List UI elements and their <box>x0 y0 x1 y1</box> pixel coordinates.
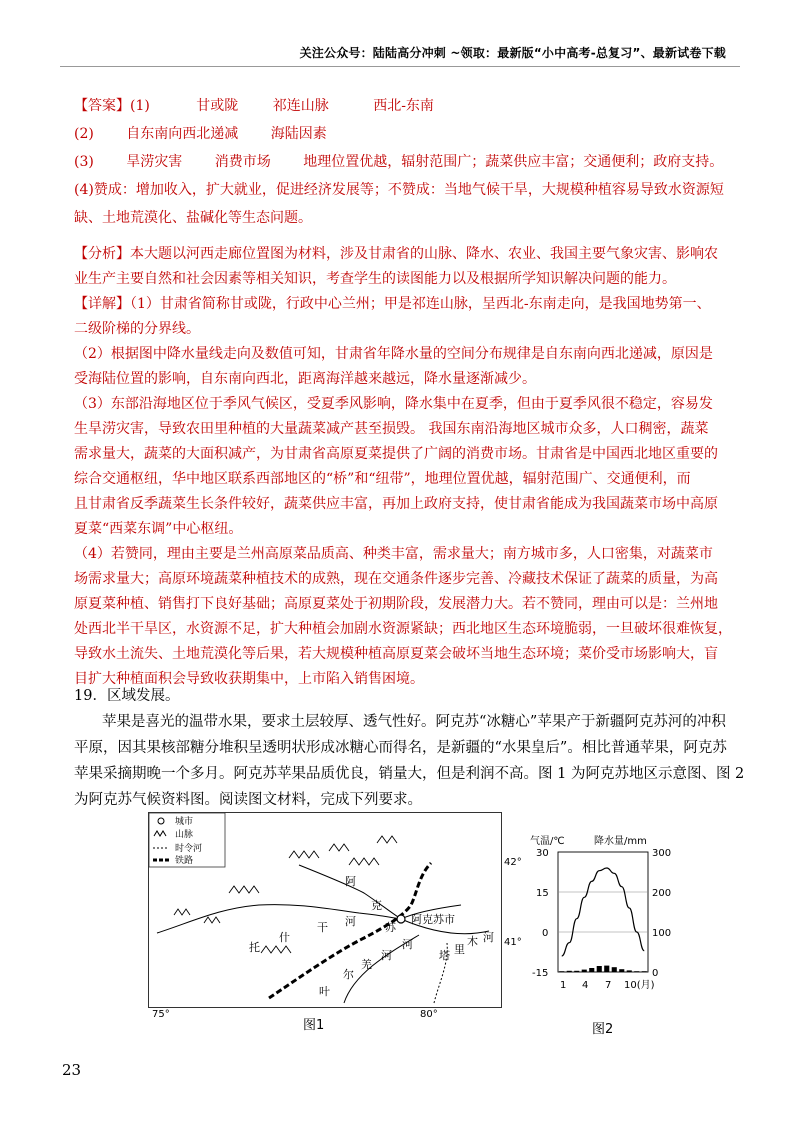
x-tick: 10(月) <box>624 980 655 991</box>
precipitation-bar <box>589 968 594 972</box>
latitude-41-label: 41° <box>504 937 522 948</box>
figure-1-caption: 图1 <box>303 1018 325 1033</box>
river-label: 苏 <box>385 921 396 934</box>
answer-line-4: (4)赞成：增加收入，扩大就业，促进经济发展等；不赞成：当地气候干旱，大规模种植容易导致水资源短 <box>74 182 724 198</box>
analysis-line: （4）若赞同，理由主要是兰州高原菜品质高、种类丰富，需求量大；南方城市多，人口密集，对蔬菜市 <box>74 546 713 562</box>
precipitation-bar <box>634 971 639 972</box>
answer-2-label: (2) <box>74 126 94 142</box>
river-label: 阿 <box>345 875 356 888</box>
river-label: 尔 <box>343 968 354 981</box>
legend-seasonal-river-label: 时令河 <box>175 844 203 854</box>
river-label: 河 <box>483 931 494 944</box>
left-tick: -15 <box>532 968 549 979</box>
right-tick: 100 <box>652 928 672 939</box>
river-label: 叶 <box>319 985 330 998</box>
right-tick: 0 <box>652 968 659 979</box>
precipitation-bar <box>597 966 602 972</box>
precipitation-bar <box>627 970 632 972</box>
question-para-line: 平原，因其果核部糖分堆积呈透明状形成冰糖心而得名，是新疆的“水果皇后”。相比普通苹果，阿克苏 <box>74 740 727 756</box>
x-tick: 7 <box>605 980 612 991</box>
river-label: 塔 <box>439 949 450 962</box>
analysis-line: 目扩大种植面积会导致收获期集中，上市陷入销售困境。 <box>74 671 424 687</box>
analysis-line: 夏菜“西菜东调”中心枢纽。 <box>74 521 243 537</box>
answer-block <box>74 94 744 230</box>
answer-1b: 祁连山脉 <box>272 98 329 114</box>
analysis-block <box>74 242 744 692</box>
left-tick: 30 <box>536 848 549 859</box>
analysis-line: 综合交通枢纽，华中地区联系西部地区的“桥”和“纽带”，地理位置优越，辐射范围广、交通便利，而 <box>74 471 691 487</box>
precipitation-bar <box>612 967 617 972</box>
river-label: 木 <box>467 935 478 948</box>
tuoshigan-river <box>157 905 401 933</box>
analysis-line: （2）根据图中降水量线走向及数值可知，甘肃省年降水量的空间分布规律是自东南向西北递减，原因是 <box>74 346 713 362</box>
answer-2a: 自东南向西北递减 <box>126 126 239 142</box>
precipitation-bar <box>559 971 564 972</box>
river-label: 里 <box>454 943 465 956</box>
answer-1a: 甘或陇 <box>196 98 239 114</box>
legend-mountain-label: 山脉 <box>175 830 194 840</box>
right-tick: 200 <box>652 888 672 899</box>
header-divider <box>60 66 740 67</box>
answer-3a: 旱涝灾害 <box>126 154 183 170</box>
precipitation-bar <box>642 971 647 972</box>
precipitation-bar <box>604 966 609 972</box>
figure-2-climate-chart <box>528 832 678 1012</box>
temperature-axis-title: 气温/℃ <box>530 836 565 847</box>
analysis-line: 原夏菜种植、销售打下良好基础；高原夏菜处于初期阶段，发展潜力大。若不赞同，理由可以是：兰州地 <box>74 596 718 612</box>
latitude-42-label: 42° <box>504 857 522 868</box>
precipitation-bar <box>574 971 579 972</box>
answer-2b: 海陆因素 <box>270 126 327 142</box>
legend-railway-label: 铁路 <box>175 856 194 866</box>
river-label: 羌 <box>361 958 372 971</box>
precipitation-bar <box>567 971 572 972</box>
akesu-city-marker <box>397 915 405 923</box>
answer-line-1 <box>74 94 744 118</box>
akesu-river <box>299 865 401 919</box>
figure-2-caption: 图2 <box>592 1022 614 1037</box>
temperature-line <box>562 868 645 956</box>
legend-city-label: 城市 <box>175 817 194 827</box>
analysis-line: 需求量大，蔬菜的大面积减产，为甘肃省高原夏菜提供了广阔的消费市场。甘肃省是中国西北地区重要的 <box>74 446 718 462</box>
lon-75-label: 75° <box>152 1009 170 1020</box>
page-header: 关注公众号：陆陆高分冲刺 ~领取：最新版“小中高考-总复习”、最新试卷下载 <box>299 46 726 60</box>
river-label: 河 <box>381 949 392 962</box>
river-label: 什 <box>279 931 290 944</box>
analysis-line: 受海陆位置的影响，自东南向西北，距离海洋越来越远，降水量逐渐减少。 <box>74 371 536 387</box>
analysis-line: 处西北半干旱区，水资源不足，扩大种植会加剧水资源紧缺；西北地区生态环境脆弱，一旦破坏很难恢复， <box>74 621 732 637</box>
precipitation-bar <box>582 970 587 972</box>
analysis-line: 且甘肃省反季蔬菜生长条件较好，蔬菜供应丰富，再加上政府支持，使甘肃省能成为我国蔬菜市场中高原 <box>74 496 718 512</box>
river-label: 河 <box>345 915 356 928</box>
climate-svg <box>528 832 678 1012</box>
river-label: 河 <box>402 938 413 951</box>
answer-line-2 <box>74 122 744 146</box>
precipitation-axis-title: 降水量/mm <box>594 836 647 847</box>
analysis-line: 导致水土流失、土地荒漠化等后果，若大规模种植高原夏菜会破坏当地生态环境；菜价受市场影响大，盲 <box>74 646 718 662</box>
analysis-line: 二级阶梯的分界线。 <box>74 321 200 337</box>
precipitation-bar <box>619 969 624 972</box>
x-tick: 4 <box>582 980 589 991</box>
left-tick: 0 <box>542 928 549 939</box>
question-para-line: 苹果采摘期晚一个多月。阿克苏苹果品质优良，销量大，但是利润不高。图 1 为阿克苏地区示意图、图 2 <box>74 766 745 782</box>
question-block <box>74 684 744 814</box>
page-number: 23 <box>62 1061 82 1079</box>
answer-line-5: 缺、土地荒漠化、盐碱化等生态问题。 <box>74 210 312 226</box>
analysis-line: 业生产主要自然和社会因素等相关知识，考查学生的读图能力以及根据所学知识解决问题的能力。 <box>74 271 676 287</box>
answer-3c: 地理位置优越，辐射范围广；蔬菜供应丰富；交通便利；政府支持。 <box>303 154 724 170</box>
akesu-city-label: 阿克苏市 <box>411 913 455 926</box>
answer-label: 【答案】(1) <box>74 98 150 114</box>
answer-3b: 消费市场 <box>214 154 271 170</box>
left-tick: 15 <box>536 888 549 899</box>
figure-1-map <box>148 812 522 1008</box>
precipitation-bars <box>559 966 647 972</box>
question-title: 19．区域发展。 <box>74 688 180 704</box>
lon-80-label: 80° <box>420 1009 438 1020</box>
analysis-line: （3）东部沿海地区位于季风气候区，受夏季风影响，降水集中在夏季，但由于夏季风很不稳定，容易发 <box>74 396 713 412</box>
answer-line-3 <box>74 150 744 174</box>
question-para-line: 为阿克苏气候资料图。阅读图文材料，完成下列要求。 <box>74 792 422 808</box>
analysis-line: 生旱涝灾害，导致农田里种植的大量蔬菜减产甚至损毁。 我国东南沿海地区城市众多，人口稠密，蔬菜 <box>74 421 709 437</box>
analysis-line: 【详解】（1）甘肃省简称甘或陇，行政中心兰州；甲是祁连山脉，呈西北-东南走向，是我国地势第一、 <box>74 296 711 312</box>
question-para-line: 苹果是喜光的温带水果，要求土层较厚、透气性好。阿克苏“冰糖心”苹果产于新疆阿克苏河的冲积 <box>102 714 726 730</box>
map-svg <box>149 813 522 1007</box>
river-label: 托 <box>249 941 260 954</box>
x-tick: 1 <box>560 980 567 991</box>
river-label: 克 <box>371 899 382 912</box>
analysis-line: 【分析】本大题以河西走廊位置图为材料，涉及甘肃省的山脉、降水、农业、我国主要气象灾害、影响农 <box>74 246 718 262</box>
analysis-line: 场需求量大；高原环境蔬菜种植技术的成熟，现在交通条件逐步完善、冷藏技术保证了蔬菜的质量，为高 <box>74 571 718 587</box>
right-tick: 300 <box>652 848 672 859</box>
answer-3-label: (3) <box>74 154 94 170</box>
answer-1c: 西北-东南 <box>373 98 434 114</box>
river-label: 干 <box>317 921 328 934</box>
